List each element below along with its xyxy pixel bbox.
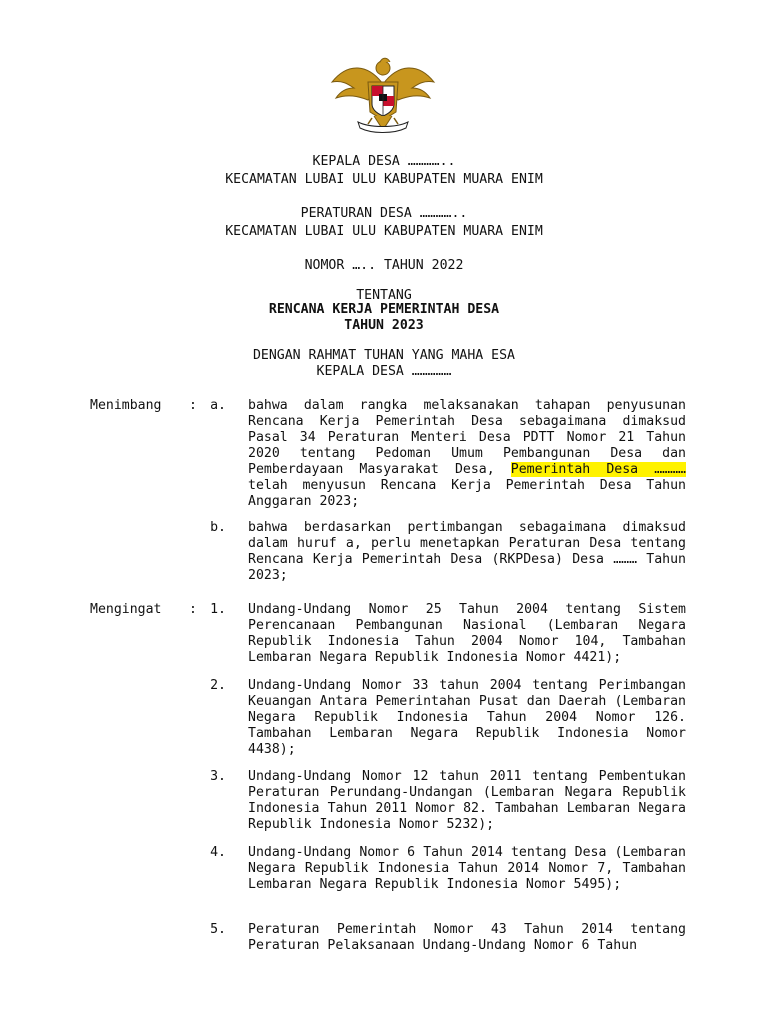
garuda-pancasila-emblem-icon [328,54,438,138]
mengingat-item-number: 1. [210,602,226,617]
menimbang-b-text: bahwa berdasarkan pertimbangan sebagaimana dimaksud dalam huruf a, perlu menetapkan Peraturan Desa tentang Rencana Kerja Pemerintah Desa (RKPDesa) Desa ……… Tahun 2023; [248,520,686,583]
mengingat-item-text: Undang-Undang Nomor 25 Tahun 2004 tentang Sistem Perencanaan Pembangunan Nasional (Lembaran Negara Republik Indonesia Tahun 2004 Nomor 104, Tambahan Lembaran Negara Republik Indonesia Nomor 4421); [248,602,686,665]
header-kecamatan-2: KECAMATAN LUBAI ULU KABUPATEN MUARA ENIM [225,224,543,239]
header-peraturan-desa: PERATURAN DESA ………….. [300,206,468,221]
header-tentang: TENTANG [356,288,412,303]
menimbang-colon: : [189,398,197,413]
menimbang-b-number: b. [210,520,226,535]
highlighted-desa-name: Pemerintah Desa ………… [510,462,686,477]
mengingat-item-number: 3. [210,769,226,784]
mengingat-item-text: Undang-Undang Nomor 33 tahun 2004 tentang Perimbangan Keuangan Antara Pemerintahan Pusat dan Daerah (Lembaran Negara Republik Indonesia Tahun 2004 Nomor 126. Tambahan Lembaran Negara Republik Indonesia Nomor 4438); [248,678,686,757]
menimbang-a-number: a. [210,398,226,413]
mengingat-item-number: 4. [210,845,226,860]
header-kepala-desa-2: KEPALA DESA …………… [316,364,452,379]
document-title-line1: RENCANA KERJA PEMERINTAH DESA [268,302,500,317]
mengingat-label: Mengingat [90,602,162,617]
header-rahmat: DENGAN RAHMAT TUHAN YANG MAHA ESA [252,348,515,363]
mengingat-item-number: 2. [210,678,226,693]
header-kepala-desa: KEPALA DESA ………….. [312,154,456,169]
header-nomor: NOMOR ….. TAHUN 2022 [304,258,464,273]
mengingat-item-text: Undang-Undang Nomor 6 Tahun 2014 tentang Desa (Lembaran Negara Republik Indonesia Tahun 2014 Nomor 7, Tambahan Lembaran Negara Republik Indonesia Nomor 5495); [248,845,686,892]
mengingat-item-text: Peraturan Pemerintah Nomor 43 Tahun 2014 tentang Peraturan Pelaksanaan Undang-Undang Nomor 6 Tahun [248,922,686,953]
document-title-line2: TAHUN 2023 [344,318,424,333]
menimbang-a-text-part2: telah menyusun Rencana Kerja Pemerintah Desa Tahun Anggaran 2023; [248,478,686,509]
mengingat-colon: : [189,602,197,617]
menimbang-label: Menimbang [90,398,162,413]
mengingat-item-number: 5. [210,922,226,937]
mengingat-item-text: Undang-Undang Nomor 12 tahun 2011 tentang Pembentukan Peraturan Perundang-Undangan (Lembaran Negara Republik Indonesia Tahun 2011 Nomor 82. Tambahan Lembaran Negara Republik Indonesia Nomor 5232); [248,769,686,832]
header-kecamatan: KECAMATAN LUBAI ULU KABUPATEN MUARA ENIM [225,172,543,187]
menimbang-a-text-part1: bahwa dalam rangka melaksanakan tahapan penyusunan Rencana Kerja Pemerintah Desa sebagaimana dimaksud Pasal 34 Peraturan Menteri Desa PDTT Nomor 21 Tahun 2020 tentang Pedoman Umum Pembangunan Desa dan Pemberdayaan Masyarakat Desa, [248,398,686,477]
menimbang-a-text [248,398,686,510]
